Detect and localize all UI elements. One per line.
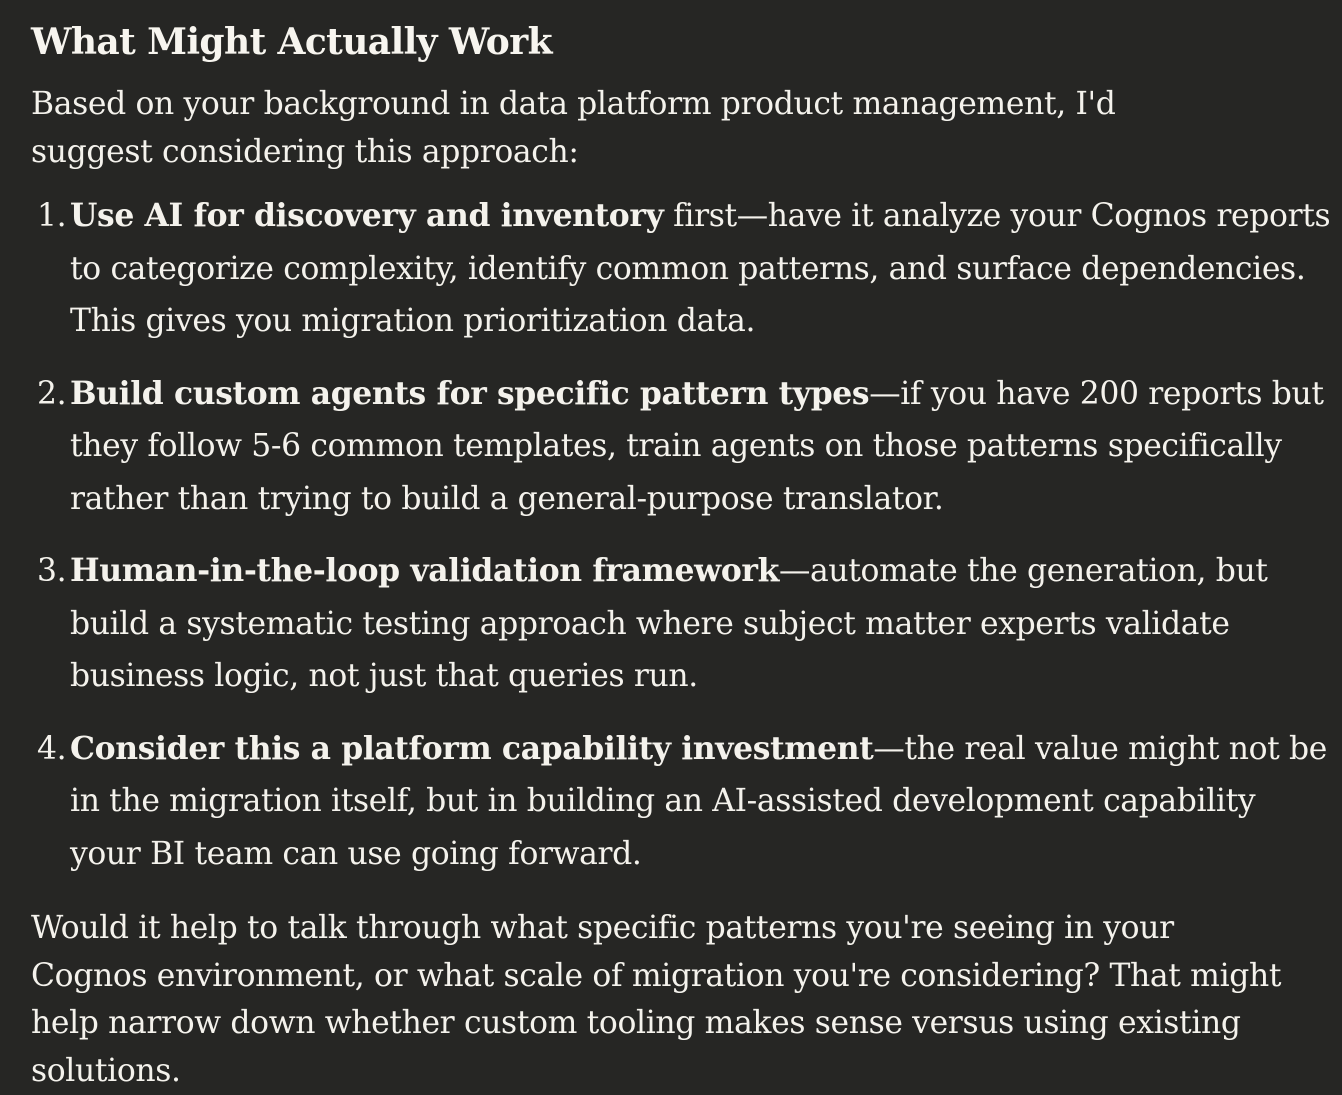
list-item-text: first—have it analyze your Cognos reports to categorize complexity, identify common patterns, and surface dependencies. This gives you migration prioritization data. [70,198,1331,339]
list-item-bold: Use AI for discovery and inventory [70,198,664,234]
list-item-text: —if you have 200 reports but they follow 5-6 common templates, train agents on those patterns specifically rather than trying to build a general-purpose translator. [70,375,1324,517]
list-item-bold: Consider this a platform capability investment [70,730,874,767]
intro-paragraph: Based on your background in data platform product management, I'd suggest considering this approach: [31,86,1116,170]
list-item-number: 2. [37,375,67,412]
list-item-number: 3. [37,553,67,589]
list-item-number: 4. [37,730,67,767]
list-item-bold: Build custom agents for specific pattern types [70,375,870,412]
list-item [31,368,1332,526]
outro-paragraph: Would it help to talk through what specific patterns you're seeing in your Cognos environment, or what scale of migration you're considering? That might help narrow down whether custom tooling makes sense versus using existing solutions. [31,910,1282,1089]
list-item [31,723,1332,881]
section-heading: What Might Actually Work [31,21,552,63]
list-item-text: —automate the generation, but build a systematic testing approach where subject matter experts validate business logic, not just that queries run. [70,553,1268,694]
list-item-number: 1. [37,198,67,234]
list-item [31,545,1332,703]
list-item-bold: Human-in-the-loop validation framework [70,553,780,589]
list-item-text: —the real value might not be in the migration itself, but in building an AI-assisted development capability your BI team can use going forward. [70,730,1328,872]
message-content [31,14,1331,1090]
list-item [31,190,1332,348]
steps-list [31,190,1331,880]
